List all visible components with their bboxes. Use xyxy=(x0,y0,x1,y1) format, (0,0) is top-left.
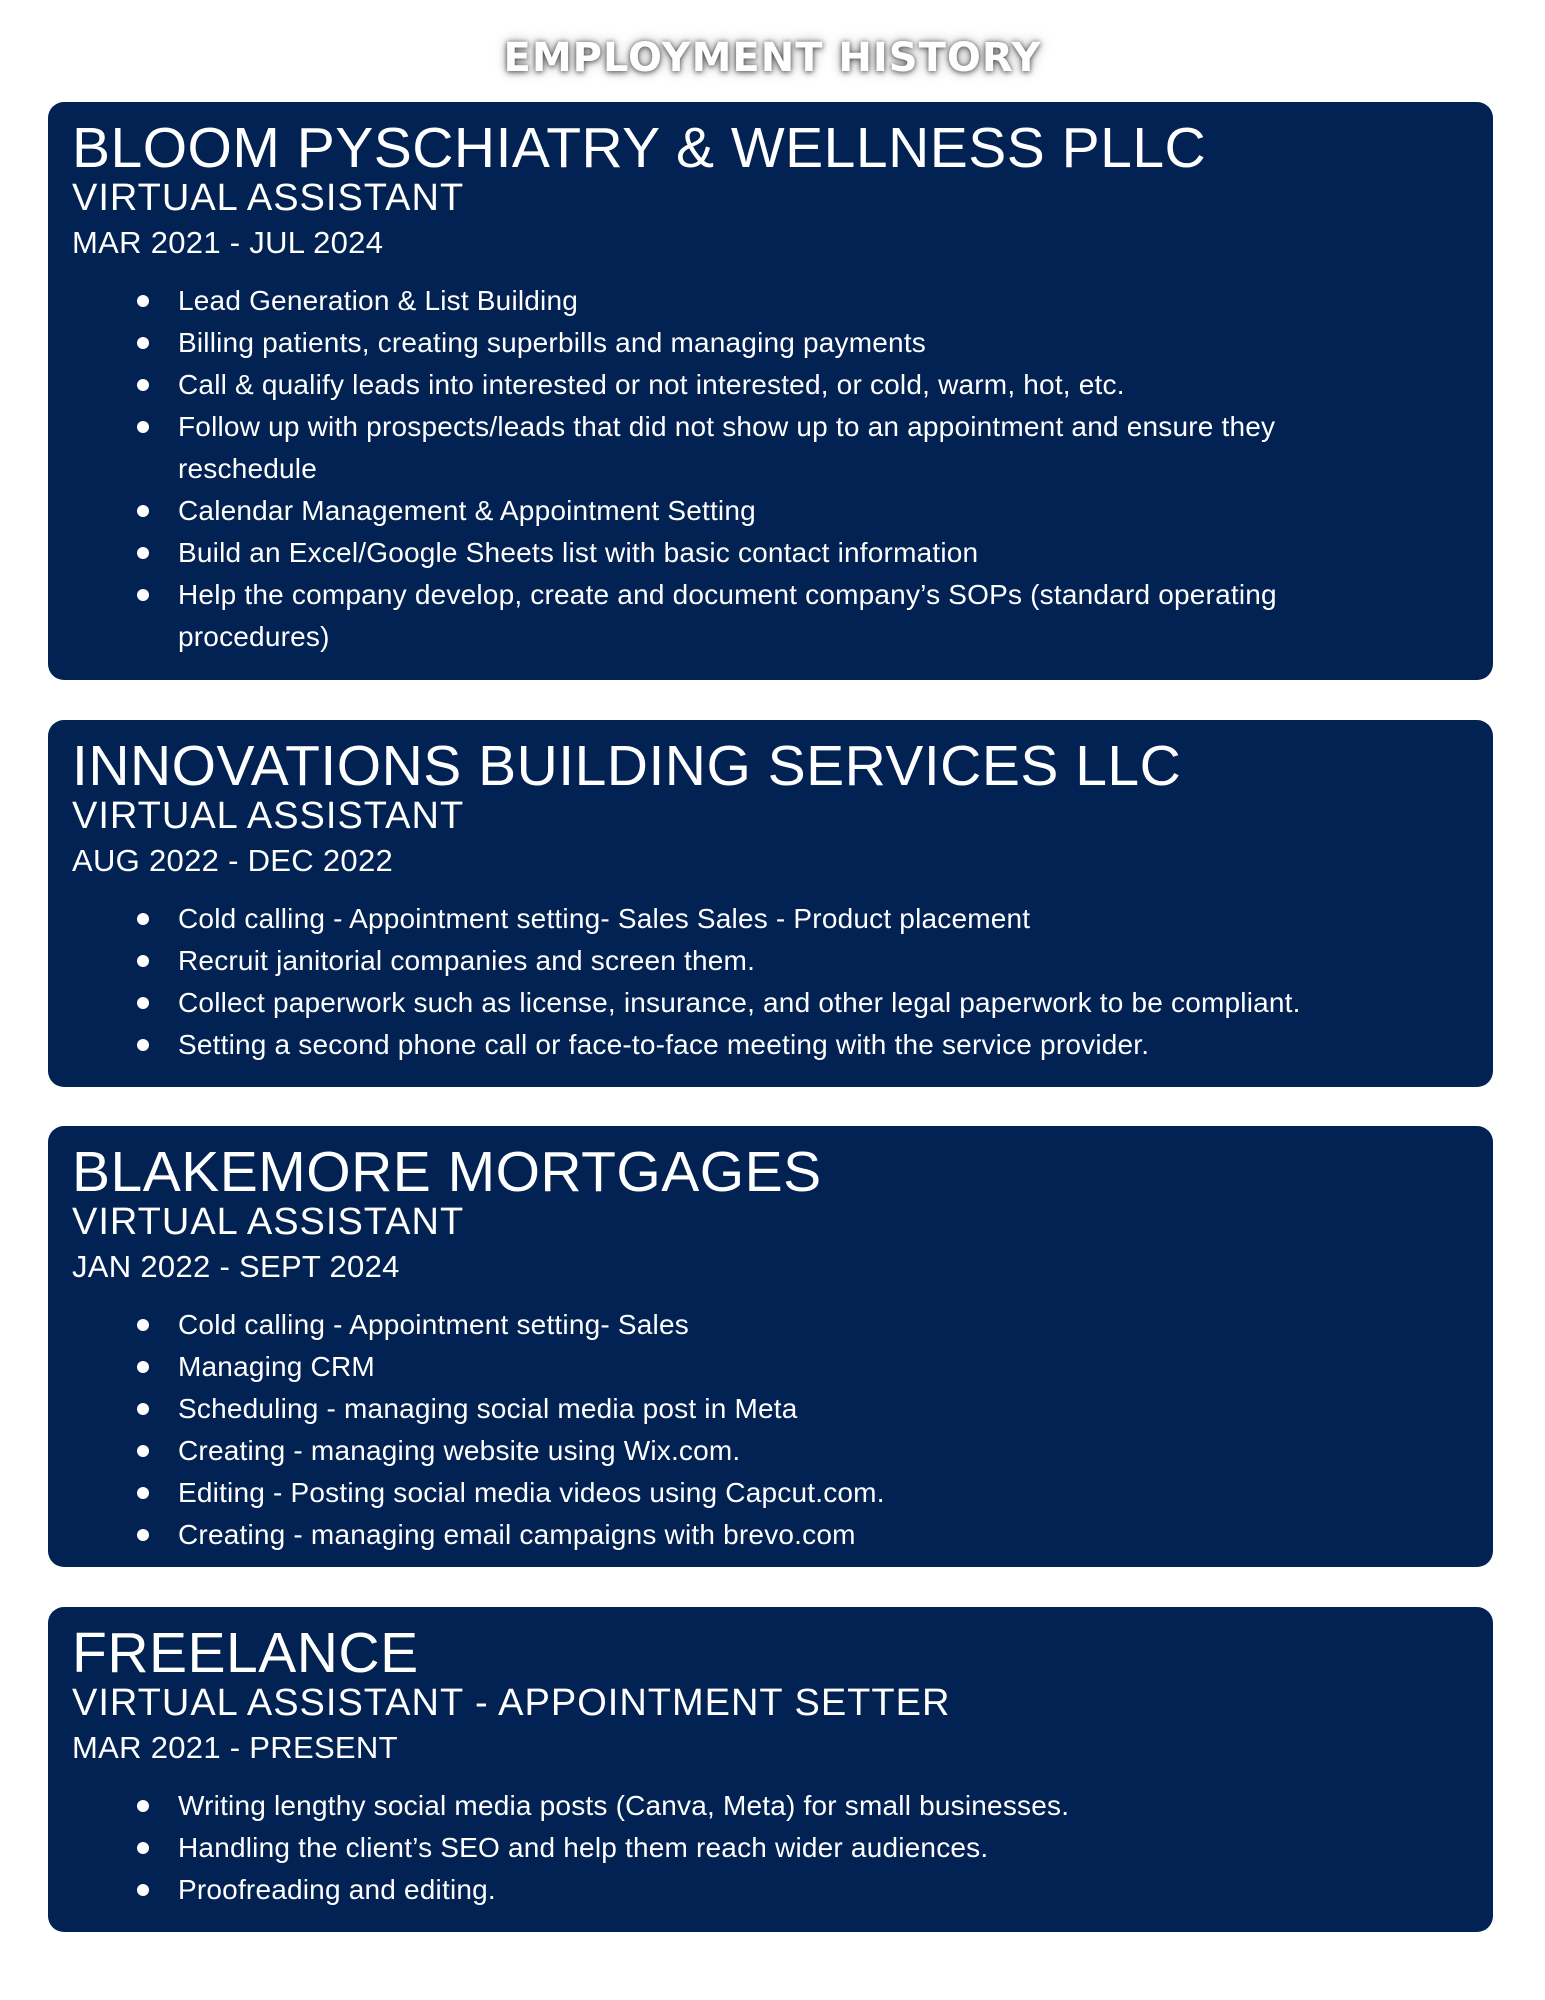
duty-text: Managing CRM xyxy=(178,1351,375,1382)
duty-text: Help the company develop, create and document company’s SOPs (standard operating procedures) xyxy=(178,579,1277,652)
duty-text: Lead Generation & List Building xyxy=(178,285,579,316)
duty-item xyxy=(72,574,1469,658)
company-name: BLOOM PYSCHIATRY & WELLNESS PLLC xyxy=(72,116,1207,180)
duty-list xyxy=(72,1304,1469,1556)
bullet-icon xyxy=(137,1800,149,1812)
duty-text: Creating - managing email campaigns with brevo.com xyxy=(178,1519,856,1550)
duty-item xyxy=(72,322,1469,364)
duty-text: Scheduling - managing social media post in Meta xyxy=(178,1393,798,1424)
bullet-icon xyxy=(137,1842,149,1854)
bullet-icon xyxy=(137,547,149,559)
duty-item xyxy=(72,280,1469,322)
bullet-icon xyxy=(137,1884,149,1896)
duty-text: Billing patients, creating superbills and managing payments xyxy=(178,327,927,358)
bullet-icon xyxy=(137,997,149,1009)
bullet-icon xyxy=(137,505,149,517)
duty-item xyxy=(72,1024,1469,1066)
duty-text: Handling the client’s SEO and help them reach wider audiences. xyxy=(178,1832,989,1863)
bullet-icon xyxy=(137,379,149,391)
page-title: EMPLOYMENT HISTORY xyxy=(503,35,1042,81)
company-name: INNOVATIONS BUILDING SERVICES LLC xyxy=(72,734,1182,798)
duty-text: Recruit janitorial companies and screen them. xyxy=(178,945,756,976)
duty-item xyxy=(72,1869,1469,1911)
bullet-icon xyxy=(137,295,149,307)
duty-item xyxy=(72,364,1469,406)
job-card-bloom xyxy=(48,102,1493,680)
bullet-icon xyxy=(137,1445,149,1457)
duty-text: Call & qualify leads into interested or not interested, or cold, warm, hot, etc. xyxy=(178,369,1125,400)
duty-item xyxy=(72,940,1469,982)
bullet-icon xyxy=(137,1403,149,1415)
duty-item xyxy=(72,1472,1469,1514)
duty-list xyxy=(72,1785,1469,1911)
bullet-icon xyxy=(137,1361,149,1373)
duty-text: Collect paperwork such as license, insurance, and other legal paperwork to be compliant. xyxy=(178,987,1301,1018)
duty-item xyxy=(72,982,1469,1024)
job-dates: MAR 2021 - PRESENT xyxy=(72,1730,398,1765)
duty-text: Creating - managing website using Wix.com. xyxy=(178,1435,741,1466)
duty-item xyxy=(72,532,1469,574)
bullet-icon xyxy=(137,955,149,967)
duty-item xyxy=(72,1785,1469,1827)
job-card-freelance xyxy=(48,1607,1493,1932)
duty-list xyxy=(72,898,1469,1066)
job-card-blakemore xyxy=(48,1126,1493,1567)
duty-item xyxy=(72,1346,1469,1388)
job-role: VIRTUAL ASSISTANT xyxy=(72,1201,465,1243)
job-card-innovations xyxy=(48,720,1493,1087)
duty-item xyxy=(72,1388,1469,1430)
bullet-icon xyxy=(137,1319,149,1331)
duty-text: Follow up with prospects/leads that did not show up to an appointment and ensure they reschedule xyxy=(178,411,1276,484)
duty-text: Writing lengthy social media posts (Canva, Meta) for small businesses. xyxy=(178,1790,1070,1821)
duty-text: Setting a second phone call or face-to-face meeting with the service provider. xyxy=(178,1029,1150,1060)
duty-item xyxy=(72,406,1469,490)
duty-item xyxy=(72,1514,1469,1556)
duty-item xyxy=(72,490,1469,532)
duty-item xyxy=(72,1304,1469,1346)
duty-text: Calendar Management & Appointment Setting xyxy=(178,495,756,526)
bullet-icon xyxy=(137,1487,149,1499)
bullet-icon xyxy=(137,1529,149,1541)
job-dates: MAR 2021 - JUL 2024 xyxy=(72,225,384,260)
duty-text: Cold calling - Appointment setting- Sales Sales - Product placement xyxy=(178,903,1031,934)
bullet-icon xyxy=(137,589,149,601)
job-role: VIRTUAL ASSISTANT xyxy=(72,795,465,837)
duty-item xyxy=(72,1430,1469,1472)
job-dates: AUG 2022 - DEC 2022 xyxy=(72,843,394,878)
duty-item xyxy=(72,1827,1469,1869)
duty-text: Proofreading and editing. xyxy=(178,1874,496,1905)
company-name: BLAKEMORE MORTGAGES xyxy=(72,1140,822,1204)
bullet-icon xyxy=(137,1039,149,1051)
bullet-icon xyxy=(137,337,149,349)
duty-item xyxy=(72,898,1469,940)
job-role: VIRTUAL ASSISTANT xyxy=(72,177,465,219)
duty-list xyxy=(72,280,1469,658)
company-name: FREELANCE xyxy=(72,1621,419,1685)
duty-text: Cold calling - Appointment setting- Sales xyxy=(178,1309,689,1340)
duty-text: Build an Excel/Google Sheets list with basic contact information xyxy=(178,537,979,568)
bullet-icon xyxy=(137,913,149,925)
job-dates: JAN 2022 - SEPT 2024 xyxy=(72,1249,400,1284)
bullet-icon xyxy=(137,421,149,433)
duty-text: Editing - Posting social media videos using Capcut.com. xyxy=(178,1477,885,1508)
job-role: VIRTUAL ASSISTANT - APPOINTMENT SETTER xyxy=(72,1682,951,1724)
